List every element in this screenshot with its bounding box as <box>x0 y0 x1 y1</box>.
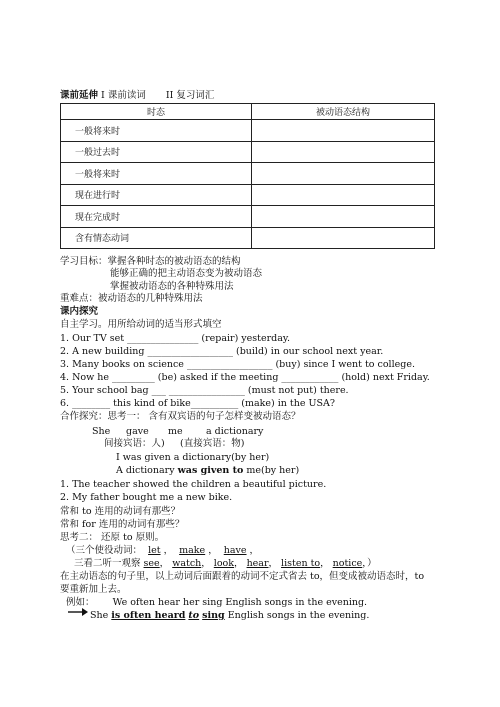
causative-label: （三个使役动词： <box>66 545 143 556</box>
word-notice: notice <box>332 558 363 569</box>
answer-cell[interactable] <box>252 184 435 206</box>
self-study-instruction: 自主学习。用所给动词的适当形式填空 <box>60 319 222 330</box>
example-indirect-object: me <box>168 426 183 437</box>
indirect-object-label: 间接宾语：人) <box>104 438 165 449</box>
result-to: to <box>188 610 200 621</box>
rule-explanation: 在主动语态的句子里，以上动词后面跟着的动词不定式省去 to，但变成被动语态时，to <box>60 571 425 582</box>
example-passive-line <box>68 610 369 622</box>
word-look: look <box>213 558 235 569</box>
header-part1: I 课前读词 <box>101 90 146 101</box>
coop-question-1: 合作探究：思考一： 含有双宾语的句子怎样变被动语态？ <box>60 411 301 422</box>
table-row <box>61 184 435 206</box>
tense-table <box>60 103 435 249</box>
causative-verbs-line: （三个使役动词： let ， make ， have ， <box>66 545 260 556</box>
table-row <box>61 163 435 185</box>
answer-cell[interactable] <box>252 120 435 142</box>
key-point: 重难点：被动语态的几种特殊用法 <box>60 293 203 304</box>
tense-cell: 一般过去时 <box>61 141 252 163</box>
table-header-tense: 时态 <box>61 104 252 120</box>
goals-line-1 <box>60 256 241 268</box>
table-header-structure: 被动语态结构 <box>252 104 435 120</box>
answer-cell[interactable] <box>252 206 435 228</box>
table-row <box>61 141 435 163</box>
arrow-right-icon <box>68 608 90 620</box>
rule-explanation-cont: 要重新加上去。 <box>60 584 127 595</box>
word-watch: watch <box>172 558 202 569</box>
passive2-post: me(by her) <box>243 465 300 476</box>
goal-item: 掌握各种时态的被动语态的结构 <box>107 256 241 267</box>
example-subject: She <box>92 426 111 437</box>
exercise-item: 2. A new building __________________ (build) in our school next year. <box>60 346 384 357</box>
answer-cell[interactable] <box>252 227 435 249</box>
word-make: make <box>179 545 206 556</box>
example-verb: gave <box>126 426 149 437</box>
close-paren: ） <box>367 558 377 569</box>
exercise-item: 4. Now he _________ (be) asked if the meeting ____________ (hold) next Friday. <box>60 372 430 383</box>
tense-cell: 含有情态动词 <box>61 227 252 249</box>
practice-sentence: 2. My father bought me a new bike. <box>60 492 233 503</box>
word-listen-to: listen to <box>281 558 321 569</box>
word-see: see <box>143 558 160 569</box>
passive-example-2 <box>116 465 299 477</box>
result-sing: sing <box>202 610 225 621</box>
word-hear: hear <box>246 558 269 569</box>
passive2-pre: A dictionary <box>116 465 178 476</box>
result-end: English songs in the evening. <box>224 610 370 621</box>
passive-example-1: I was given a dictionary(by her) <box>116 452 270 463</box>
perception-label: 三看二听一观察 <box>74 558 141 569</box>
example-direct-object: a dictionary <box>206 426 264 437</box>
word-have: have <box>223 545 247 556</box>
example-line <box>66 597 367 609</box>
coop-question-2: 思考二： 还原 to 原则。 <box>60 532 165 543</box>
section-header <box>60 90 214 102</box>
tense-cell: 一般将来时 <box>61 163 252 185</box>
example-sentence: We often hear her sing English songs in the evening. <box>112 597 368 608</box>
question-to-verbs: 常和 to 连用的动词有那些？ <box>60 506 181 517</box>
goals-label: 学习目标： <box>60 256 108 267</box>
direct-object-label: (直接宾语：物) <box>180 438 245 449</box>
answer-cell[interactable] <box>252 163 435 185</box>
table-row <box>61 206 435 228</box>
goal-item: 能够正确的把主动语态变为被动语态 <box>110 268 263 279</box>
exercise-item: 6. ________ this kind of bike__________ (make) in the USA? <box>60 398 335 409</box>
answer-cell[interactable] <box>252 141 435 163</box>
example-label: 例如： <box>66 597 95 608</box>
section-title: 课内探究 <box>60 306 99 317</box>
exercise-item: 3. Many books on science __________________ (buy) since I went to college. <box>60 359 415 370</box>
question-for-verbs: 常和 for 连用的动词有那些？ <box>60 519 185 530</box>
table-row <box>61 120 435 142</box>
header-prefix: 课前延伸 <box>60 90 99 101</box>
exercise-item: 1. Our TV set _______________ (repair) yesterday. <box>60 333 291 344</box>
result-passive-verb: is often heard <box>111 610 186 621</box>
goal-item: 掌握被动语态的各种特殊用法 <box>110 281 234 292</box>
passive2-bold: was given to <box>177 465 244 476</box>
practice-sentence: 1. The teacher showed the children a beautiful picture. <box>60 479 327 490</box>
result-subject: She <box>90 610 109 621</box>
header-part2: II 复习词汇 <box>165 90 215 101</box>
tense-cell: 现在进行时 <box>61 184 252 206</box>
word-let: let <box>148 545 161 556</box>
table-header-row <box>61 104 435 120</box>
tense-cell: 一般将来时 <box>61 120 252 142</box>
table-row <box>61 227 435 249</box>
exercise-item: 5. Your school bag ___ ________________ (must not put) there. <box>60 385 349 396</box>
perception-verbs-line: 三看二听一观察 see， watch， look， hear， listen to， notice，） <box>74 558 377 569</box>
tense-cell: 现在完成时 <box>61 206 252 228</box>
